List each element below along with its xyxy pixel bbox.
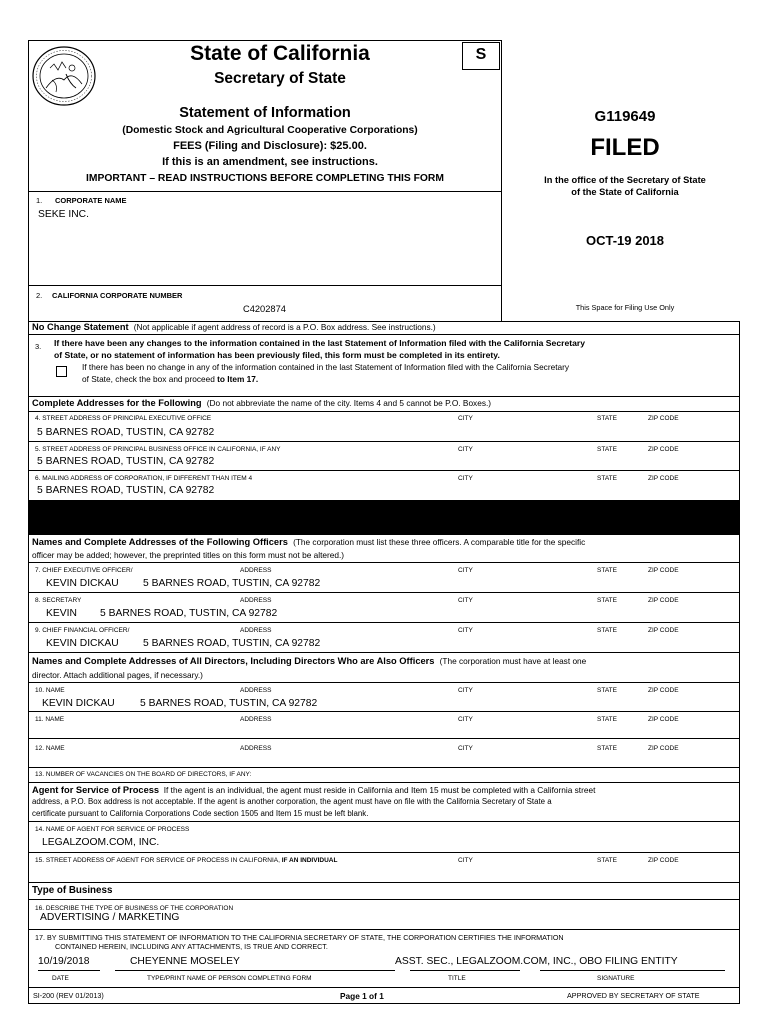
item7-label: 7. CHIEF EXECUTIVE OFFICER/ bbox=[35, 567, 133, 574]
cert-date-value: 10/19/2018 bbox=[38, 956, 90, 967]
corporate-name-box bbox=[28, 191, 502, 286]
no-change-heading-row bbox=[32, 322, 436, 332]
item5-label: 5. STREET ADDRESS OF PRINCIPAL BUSINESS OFFICE IN CALIFORNIA, IF ANY bbox=[35, 446, 281, 453]
item8-name: KEVIN bbox=[46, 608, 77, 619]
divider bbox=[28, 334, 740, 335]
item6-state-label: STATE bbox=[597, 475, 617, 482]
item8-label: 8. SECRETARY bbox=[35, 597, 82, 604]
signature-line bbox=[540, 970, 725, 971]
item15-state-label: STATE bbox=[597, 857, 617, 864]
item15-label: 15. STREET ADDRESS OF AGENT FOR SERVICE OF PROCESS IN CALIFORNIA, bbox=[35, 857, 280, 864]
no-change-line-2: of State, or no statement of information has been previously filed, this form must be completed in its entirety. bbox=[54, 350, 500, 360]
item12-label: 12. NAME bbox=[35, 745, 65, 752]
item2-num: 2. bbox=[36, 291, 43, 300]
fees: FEES (Filing and Disclosure): $25.00. bbox=[173, 140, 367, 152]
agent-heading: Agent for Service of Process bbox=[32, 785, 160, 795]
item10-name: KEVIN DICKAU bbox=[42, 698, 115, 709]
cert-name-label: TYPE/PRINT NAME OF PERSON COMPLETING FORM bbox=[147, 975, 312, 982]
item7-city-label: CITY bbox=[458, 567, 473, 574]
no-change-line-4: of State, check the box and proceed to Item 17. bbox=[82, 374, 259, 384]
item4-state-label: STATE bbox=[597, 415, 617, 422]
item8-zip-label: ZIP CODE bbox=[648, 597, 679, 604]
form-id: SI-200 (REV 01/2013) bbox=[33, 991, 104, 1000]
item10-label: 10. NAME bbox=[35, 687, 65, 694]
item8-state-label: STATE bbox=[597, 597, 617, 604]
divider bbox=[28, 622, 740, 623]
item9-city-label: CITY bbox=[458, 627, 473, 634]
officers-note: (The corporation must list these three officers. A comparable title for the specific bbox=[293, 537, 586, 547]
item9-label: 9. CHIEF FINANCIAL OFFICER/ bbox=[35, 627, 130, 634]
directors-heading: Names and Complete Addresses of All Directors, Including Directors Who are Also Officers bbox=[32, 656, 435, 666]
page-title: State of California bbox=[190, 42, 370, 65]
item11-city-label: CITY bbox=[458, 716, 473, 723]
item4-label: 4. STREET ADDRESS OF PRINCIPAL EXECUTIVE OFFICE bbox=[35, 415, 212, 422]
subtitle: Secretary of State bbox=[214, 70, 346, 87]
item16-value: ADVERTISING / MARKETING bbox=[40, 912, 180, 923]
divider bbox=[28, 929, 740, 930]
item10-city-label: CITY bbox=[458, 687, 473, 694]
item7-zip-label: ZIP CODE bbox=[648, 567, 679, 574]
corporate-name-value: SEKE INC. bbox=[38, 209, 89, 220]
divider bbox=[28, 882, 740, 883]
divider bbox=[28, 592, 740, 593]
cert-signature-label: SIGNATURE bbox=[597, 975, 635, 982]
page-number: Page 1 of 1 bbox=[340, 991, 384, 1001]
divider bbox=[28, 470, 740, 471]
divider bbox=[28, 652, 740, 653]
item3-num: 3. bbox=[35, 342, 42, 351]
cert-date-label: DATE bbox=[52, 975, 69, 982]
cert-name-value: CHEYENNE MOSELEY bbox=[130, 956, 240, 967]
officers-note-2: officer may be added; however, the preprinted titles on this form must not be altered.) bbox=[32, 550, 345, 560]
item6-label: 6. MAILING ADDRESS OF CORPORATION, IF DIFFERENT THAN ITEM 4 bbox=[35, 475, 253, 482]
item4-city-label: CITY bbox=[458, 415, 473, 422]
agent-note-3: certificate pursuant to California Corporations Code section 1505 and Item 15 must be left blank. bbox=[32, 809, 369, 818]
agent-note-2: address, a P.O. Box address is not acceptable. If the agent is another corporation, the agent must have on file with the California Secretary of State a bbox=[32, 797, 552, 806]
item5-value: 5 BARNES ROAD, TUSTIN, CA 92782 bbox=[37, 456, 215, 467]
item15-bold: IF AN INDIVIDUAL bbox=[281, 857, 338, 864]
office-line-1: In the office of the Secretary of State bbox=[544, 175, 706, 185]
addresses-heading-row bbox=[32, 398, 491, 408]
item7-address: 5 BARNES ROAD, TUSTIN, CA 92782 bbox=[143, 578, 321, 589]
item11-zip-label: ZIP CODE bbox=[648, 716, 679, 723]
item12-address-label: ADDRESS bbox=[240, 745, 272, 752]
addresses-heading: Complete Addresses for the Following bbox=[32, 398, 202, 408]
item10-zip-label: ZIP CODE bbox=[648, 687, 679, 694]
filed-stamp: FILED bbox=[590, 134, 660, 161]
item11-state-label: STATE bbox=[597, 716, 617, 723]
item9-address: 5 BARNES ROAD, TUSTIN, CA 92782 bbox=[143, 638, 321, 649]
divider bbox=[28, 767, 740, 768]
item12-state-label: STATE bbox=[597, 745, 617, 752]
divider bbox=[28, 411, 740, 412]
item5-zip-label: ZIP CODE bbox=[648, 446, 679, 453]
divider bbox=[28, 682, 740, 683]
office-line-2: of the State of California bbox=[571, 187, 679, 197]
corp-type: (Domestic Stock and Agricultural Cooperative Corporations) bbox=[122, 125, 418, 136]
form-letter: S bbox=[475, 46, 487, 63]
item15-zip-label: ZIP CODE bbox=[648, 857, 679, 864]
item11-address-label: ADDRESS bbox=[240, 716, 272, 723]
item6-value: 5 BARNES ROAD, TUSTIN, CA 92782 bbox=[37, 485, 215, 496]
item8-address-label: ADDRESS bbox=[240, 597, 272, 604]
divider bbox=[28, 782, 740, 783]
item7-address-label: ADDRESS bbox=[240, 567, 272, 574]
item10-address: 5 BARNES ROAD, TUSTIN, CA 92782 bbox=[140, 698, 318, 709]
item14-label: 14. NAME OF AGENT FOR SERVICE OF PROCESS bbox=[35, 826, 190, 833]
divider bbox=[28, 738, 740, 739]
item10-state-label: STATE bbox=[597, 687, 617, 694]
proceed-item-17: to Item 17. bbox=[217, 374, 259, 384]
item1-label: CORPORATE NAME bbox=[55, 196, 127, 205]
name-line bbox=[115, 970, 395, 971]
item15-city-label: CITY bbox=[458, 857, 473, 864]
no-change-heading: No Change Statement bbox=[32, 322, 129, 332]
item7-name: KEVIN DICKAU bbox=[46, 578, 119, 589]
item13-label: 13. NUMBER OF VACANCIES ON THE BOARD OF DIRECTORS, IF ANY: bbox=[35, 771, 252, 778]
redacted-block bbox=[28, 500, 740, 535]
item4-zip-label: ZIP CODE bbox=[648, 415, 679, 422]
date-line bbox=[38, 970, 100, 971]
item5-state-label: STATE bbox=[597, 446, 617, 453]
item8-city-label: CITY bbox=[458, 597, 473, 604]
important-note: IMPORTANT – READ INSTRUCTIONS BEFORE COMPLETING THIS FORM bbox=[86, 173, 444, 184]
item16-label: 16. DESCRIBE THE TYPE OF BUSINESS OF THE CORPORATION bbox=[35, 905, 234, 912]
form-title: Statement of Information bbox=[179, 105, 351, 121]
divider bbox=[28, 396, 740, 397]
filing-space-note: This Space for Filing Use Only bbox=[575, 303, 675, 312]
corp-number-value: C4202874 bbox=[243, 304, 286, 314]
business-heading: Type of Business bbox=[32, 885, 113, 896]
item8-address: 5 BARNES ROAD, TUSTIN, CA 92782 bbox=[100, 608, 278, 619]
officers-heading-row bbox=[32, 537, 585, 547]
item6-zip-label: ZIP CODE bbox=[648, 475, 679, 482]
item12-zip-label: ZIP CODE bbox=[648, 745, 679, 752]
divider bbox=[28, 441, 740, 442]
item11-label: 11. NAME bbox=[35, 716, 65, 723]
item12-city-label: CITY bbox=[458, 745, 473, 752]
filing-number: G119649 bbox=[594, 108, 656, 125]
divider bbox=[28, 899, 740, 900]
item1-num: 1. bbox=[36, 196, 43, 205]
directors-note-2: director. Attach additional pages, if necessary.) bbox=[32, 670, 203, 680]
item9-zip-label: ZIP CODE bbox=[648, 627, 679, 634]
item9-state-label: STATE bbox=[597, 627, 617, 634]
officers-heading: Names and Complete Addresses of the Following Officers bbox=[32, 537, 288, 547]
divider bbox=[28, 852, 740, 853]
item15-label-row bbox=[35, 857, 337, 864]
item4-value: 5 BARNES ROAD, TUSTIN, CA 92782 bbox=[37, 427, 215, 438]
directors-heading-row bbox=[32, 656, 586, 666]
item2-label: CALIFORNIA CORPORATE NUMBER bbox=[52, 291, 183, 300]
amendment-note: If this is an amendment, see instructions. bbox=[162, 156, 378, 168]
cert-title-value: ASST. SEC., LEGALZOOM.COM, INC., OBO FILING ENTITY bbox=[395, 956, 678, 967]
item7-state-label: STATE bbox=[597, 567, 617, 574]
divider bbox=[28, 562, 740, 563]
item10-address-label: ADDRESS bbox=[240, 687, 272, 694]
item14-value: LEGALZOOM.COM, INC. bbox=[42, 837, 160, 848]
divider bbox=[28, 987, 740, 988]
no-change-line-3: If there has been no change in any of the information contained in the last Statement of Information filed with the California Secretary bbox=[82, 362, 570, 372]
state-seal-icon bbox=[30, 44, 98, 108]
item9-name: KEVIN DICKAU bbox=[46, 638, 119, 649]
no-change-checkbox[interactable] bbox=[56, 366, 67, 377]
item6-city-label: CITY bbox=[458, 475, 473, 482]
divider bbox=[28, 711, 740, 712]
certify-line-1: 17. BY SUBMITTING THIS STATEMENT OF INFORMATION TO THE CALIFORNIA SECRETARY OF STATE, THE CORPORATION CERTIFIES THE INFORMATION bbox=[35, 933, 564, 942]
no-change-note: (Not applicable if agent address of record is a P.O. Box address. See instructions.) bbox=[133, 322, 436, 332]
directors-note: (The corporation must have at least one bbox=[439, 656, 587, 666]
title-line bbox=[410, 970, 520, 971]
no-change-line-1: If there have been any changes to the information contained in the last Statement of Information filed with the California Secretary bbox=[54, 338, 585, 348]
addresses-note: (Do not abbreviate the name of the city. Items 4 and 5 cannot be P.O. Boxes.) bbox=[206, 398, 492, 408]
agent-heading-row bbox=[32, 785, 595, 795]
filed-date: OCT-19 2018 bbox=[585, 233, 665, 248]
certify-line-2: CONTAINED HEREIN, INCLUDING ANY ATTACHMENTS, IS TRUE AND CORRECT. bbox=[55, 942, 328, 951]
item9-address-label: ADDRESS bbox=[240, 627, 272, 634]
divider bbox=[28, 821, 740, 822]
item5-city-label: CITY bbox=[458, 446, 473, 453]
approved-note: APPROVED BY SECRETARY OF STATE bbox=[567, 991, 700, 1000]
agent-note-1: If the agent is an individual, the agent must reside in California and Item 15 must be completed with a California street bbox=[163, 785, 596, 795]
cert-title-label: TITLE bbox=[448, 975, 466, 982]
